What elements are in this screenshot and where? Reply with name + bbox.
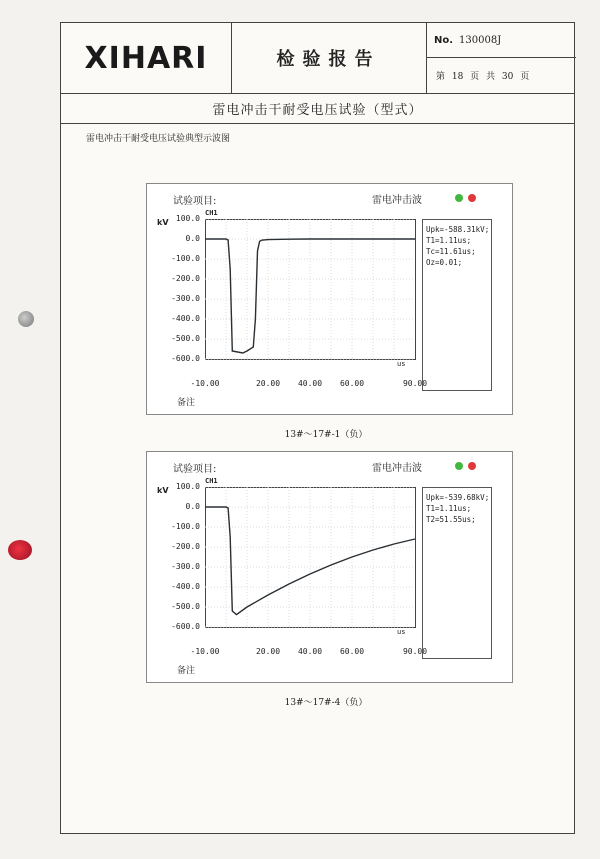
wave-type-label: 雷电冲击波 [372,195,422,206]
page-info: 第 18 页 共 30 页 [436,72,530,82]
parameter-line: T2=51.55us; [426,515,476,524]
oscillogram-1-caption: 13#～17#-1（负） [284,430,368,440]
x-tick-label: 20.00 [255,379,281,388]
ribbon-seal [8,540,32,560]
wave-type-label: 雷电冲击波 [372,463,422,474]
y-tick-label: -100.0 [171,522,200,531]
report-number [426,23,576,58]
report-page [60,22,575,834]
red-status-dot [468,462,476,470]
x-tick-label: 60.00 [339,379,365,388]
parameter-line: T1=1.11us; [426,504,472,513]
x-tick-label: 90.00 [402,647,428,656]
report-number-label: No. [434,34,454,46]
report-title: 检验报告 [231,23,427,93]
y-tick-label: -500.0 [171,334,200,343]
x-tick-label: 40.00 [297,647,323,656]
x-tick-label: 60.00 [339,647,365,656]
test-subtitle: 雷电冲击干耐受电压试验（型式） [61,93,574,124]
x-tick-label: 90.00 [402,379,428,388]
waveform-parameters [422,219,492,391]
waveform-plot [205,219,417,361]
green-status-dot [455,462,463,470]
y-tick-label: 0.0 [185,234,200,243]
y-tick-label: -400.0 [171,314,200,323]
y-tick-label: -600.0 [171,622,200,631]
y-tick-label: 0.0 [185,502,200,511]
oscillogram-2 [146,451,513,683]
green-status-dot [455,194,463,202]
parameter-line: Tc=11.61us; [426,247,476,256]
test-item-label: 试验项目: [173,196,217,207]
y-tick-label: -200.0 [171,274,200,283]
channel-label: CH1 [205,209,218,217]
x-tick-label: 20.00 [255,647,281,656]
y-tick-label: -500.0 [171,602,200,611]
y-tick-label: 100.0 [175,214,200,223]
y-tick-label: 100.0 [175,482,200,491]
y-tick-label: -600.0 [171,354,200,363]
waveform-parameters [422,487,492,659]
parameter-line: Upk=-588.31kV; [426,225,490,234]
channel-label: CH1 [205,477,218,485]
parameter-line: Upk=-539.68kV; [426,493,490,502]
y-tick-label: -100.0 [171,254,200,263]
oscillogram-1 [146,183,513,415]
report-header [61,23,574,94]
x-tick-label: -10.00 [190,647,220,656]
parameter-line: T1=1.11us; [426,236,472,245]
oscillogram-2-caption: 13#～17#-4（负） [284,698,368,708]
test-item-label: 试验项目: [173,464,217,475]
y-unit-label: kV [157,218,169,227]
parameter-line: Oz=0.01; [426,258,463,267]
y-tick-label: -300.0 [171,562,200,571]
report-number-value: 130008J [459,34,502,46]
x-tick-label: 40.00 [297,379,323,388]
remarks-label: 备注 [177,666,196,676]
report-meta [426,23,576,93]
x-unit-label: us [397,360,406,368]
y-unit-label: kV [157,486,169,495]
company-logo: XIHARI [61,23,232,93]
red-status-dot [468,194,476,202]
x-unit-label: us [397,628,406,636]
remarks-label: 备注 [177,398,196,408]
x-tick-label: -10.00 [190,379,220,388]
y-tick-label: -300.0 [171,294,200,303]
y-tick-label: -400.0 [171,582,200,591]
waveform-plot [205,487,417,629]
punch-hole [18,311,34,327]
section-label: 雷电冲击干耐受电压试验典型示波图 [86,134,231,144]
y-tick-label: -200.0 [171,542,200,551]
